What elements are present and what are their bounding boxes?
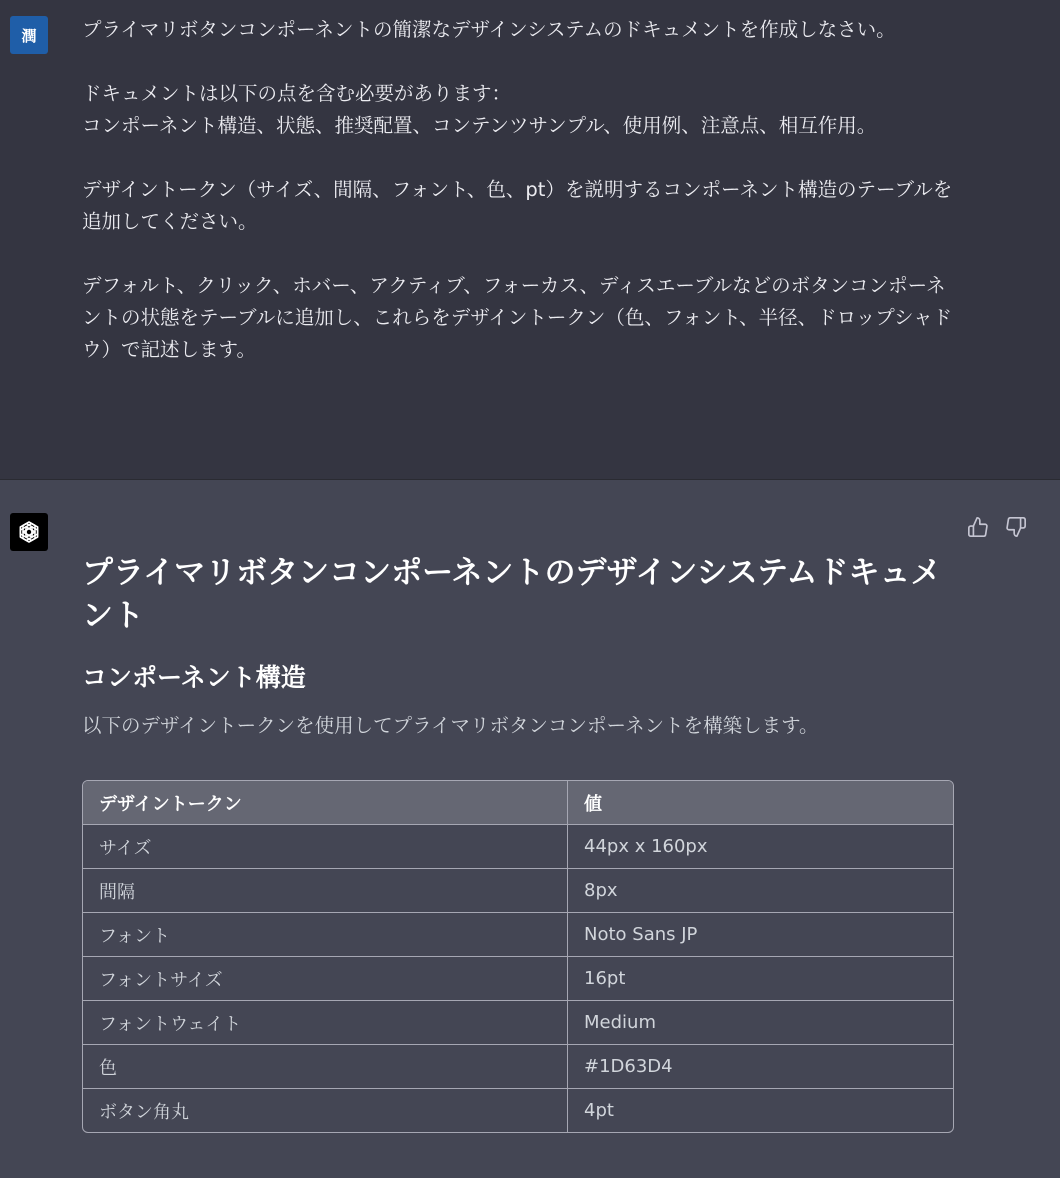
document-title: プライマリボタンコンポーネントのデザインシステムドキュメント <box>82 555 942 634</box>
user-avatar: 潤 <box>10 16 48 54</box>
design-token-table <box>82 780 954 1133</box>
token-value-cell: 44px x 160px <box>584 836 708 857</box>
thumbs-up-icon <box>967 516 989 538</box>
section-description: 以下のデザイントークンを使用してプライマリボタンコンポーネントを構築します。 <box>82 714 819 737</box>
user-message <box>0 0 1060 480</box>
table-row <box>83 1088 953 1132</box>
token-value-cell: 8px <box>584 880 618 901</box>
thumbs-up-button[interactable] <box>966 515 990 539</box>
token-value-cell: 16pt <box>584 968 626 989</box>
table-row <box>83 1000 953 1044</box>
token-value-cell: #1D63D4 <box>584 1056 673 1077</box>
table-row <box>83 824 953 868</box>
table-header-cell: 値 <box>584 793 602 815</box>
table-header-cell: デザイントークン <box>83 781 568 824</box>
token-name-cell: 色 <box>83 1045 568 1088</box>
openai-logo-icon <box>10 513 48 551</box>
user-paragraph: プライマリボタンコンポーネントの簡潔なデザインシステムのドキュメントを作成しなさい。 <box>82 18 896 41</box>
user-paragraph: デフォルト、クリック、ホバー、アクティブ、フォーカス、ディスエーブルなどのボタンコンポーネントの状態をテーブルに追加し、これらをデザイントークン（色、フォント、半径、ドロップシャドウ）で記述します。 <box>82 274 953 361</box>
assistant-message-content <box>82 552 952 1133</box>
thumbs-down-icon <box>1005 516 1027 538</box>
token-name-cell: フォントサイズ <box>83 957 568 1000</box>
token-name-cell: ボタン角丸 <box>83 1089 568 1132</box>
table-row <box>83 912 953 956</box>
token-value-cell: Medium <box>584 1012 656 1033</box>
user-paragraph: ドキュメントは以下の点を含む必要があります： コンポーネント構造、状態、推奨配置、コンテンツサンプル、使用例、注意点、相互作用。 <box>82 82 877 137</box>
table-row <box>83 956 953 1000</box>
token-name-cell: サイズ <box>83 825 568 868</box>
table-header-row <box>83 781 953 824</box>
token-name-cell: フォントウェイト <box>83 1001 568 1044</box>
assistant-message <box>0 480 1060 1178</box>
token-name-cell: フォント <box>83 913 568 956</box>
table-row <box>83 1044 953 1088</box>
token-value-cell: 4pt <box>584 1100 614 1121</box>
thumbs-down-button[interactable] <box>1004 515 1028 539</box>
user-message-text <box>82 14 954 366</box>
table-row <box>83 868 953 912</box>
user-paragraph: デザイントークン（サイズ、間隔、フォント、色、pt）を説明するコンポーネント構造のテーブルを追加してください。 <box>82 178 953 233</box>
token-name-cell: 間隔 <box>83 869 568 912</box>
token-value-cell: Noto Sans JP <box>584 924 698 945</box>
section-title: コンポーネント構造 <box>82 663 306 692</box>
